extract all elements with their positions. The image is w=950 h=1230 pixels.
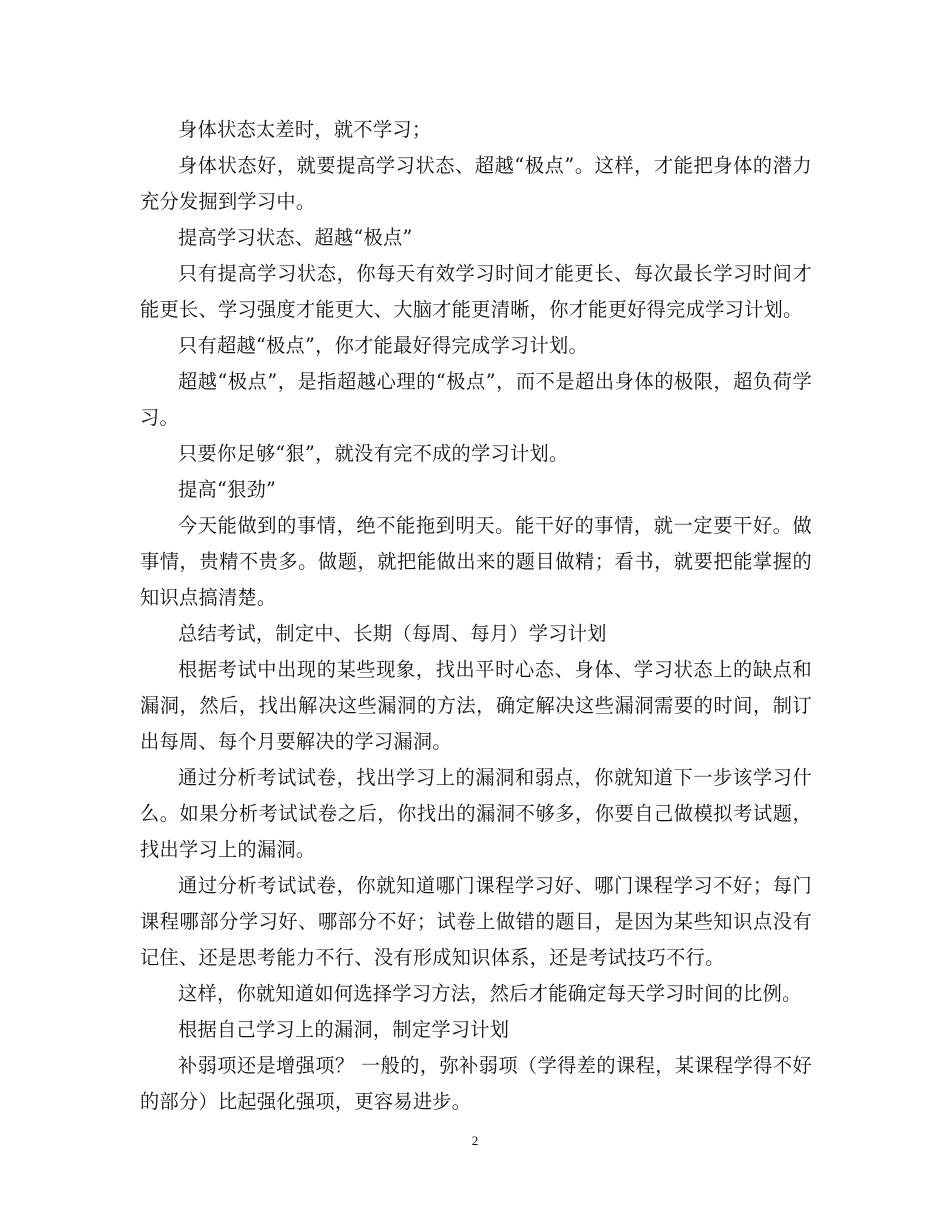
paragraph: 这样，你就知道如何选择学习方法，然后才能确定每天学习时间的比例。 [178,982,802,1005]
paragraph: 根据考试中出现的某些现象，找出平时心态、身体、学习状态上的缺点和漏洞，然后，找出解决这些漏洞的方法，确定解决这些漏洞需要的时间，制订出每周、每个月要解决的学习漏洞。 [140,658,812,753]
paragraph: 超越“极点”，是指超越心理的“极点”，而不是超出身体的极限，超负荷学习。 [140,370,812,429]
paragraph: 今天能做到的事情，绝不能拖到明天。能干好的事情，就一定要干好。做事情，贵精不贵多。做题，就把能做出来的题目做精；看书，就要把能掌握的知识点搞清楚。 [140,514,812,609]
paragraph: 通过分析考试试卷，你就知道哪门课程学习好、哪门课程学习不好；每门课程哪部分学习好、哪部分不好；试卷上做错的题目，是因为某些知识点没有记住、还是思考能力不行、没有形成知识体系，还是考试技巧不行。 [140,874,812,969]
section-heading: 提高学习状态、超越“极点” [178,226,413,249]
page-number: 2 [471,1133,479,1148]
section-heading: 总结考试，制定中、长期（每周、每月）学习计划 [178,622,607,645]
paragraph: 身体状态太差时，就不学习； [178,118,432,141]
paragraph: 补弱项还是增强项？ 一般的，弥补弱项（学得差的课程，某课程学得不好的部分）比起强化强项，更容易进步。 [140,1054,812,1113]
paragraph: 通过分析考试试卷，找出学习上的漏洞和弱点，你就知道下一步该学习什么。如果分析考试试卷之后，你找出的漏洞不够多，你要自己做模拟考试题，找出学习上的漏洞。 [140,766,812,861]
paragraph: 只有超越“极点”，你才能最好得完成学习计划。 [178,334,588,357]
paragraph: 只有提高学习状态，你每天有效学习时间才能更长、每次最长学习时间才能更长、学习强度才能更大、大脑才能更清晰，你才能更好得完成学习计划。 [140,262,812,321]
paragraph: 只要你足够“狠”，就没有完不成的学习计划。 [178,442,569,465]
document-body [140,112,812,1120]
section-heading: 提高“狠劲” [178,478,277,501]
paragraph: 身体状态好，就要提高学习状态、超越“极点”。这样，才能把身体的潜力充分发掘到学习中。 [140,154,812,213]
section-heading: 根据自己学习上的漏洞，制定学习计划 [178,1018,510,1041]
